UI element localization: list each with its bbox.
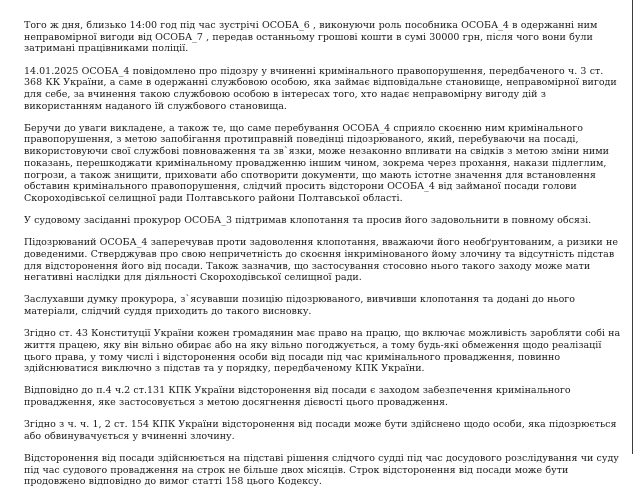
paragraph: Того ж дня, близько 14:00 год під час зустрічі ОСОБА_6 , виконуючи роль пособника ОСОБА_4 в одержанні ним неправомірної вигоди від ОСОБА_7 , передав останньому грошові кошти в сумі 30000 грн, після чого вони були затримані працівниками поліції. (24, 20, 598, 55)
document-text-area (24, 20, 621, 498)
page-right-border (632, 0, 633, 454)
paragraph: Беручи до уваги викладене, а також те, що саме перебування ОСОБА_4 сприяло скоєнню ним кримінального правопорушення, з метою запобігання протиправній поведінці підозрюваного, який, перебуваючи на посаді, використовуючи свої службові повноваження та зв`язки, може незаконно впливати на свідків з метою зміни ними показань, перешкоджати кримінальному провадженню іншим чином, зокрема через прохання, накази підлеглим, погрози, а також знищити, приховати або спотворити документи, що мають істотне значення для встановлення обставин кримінального правопорушення, слідчий просить відсторони ОСОБА_4 від займаної посади голови Скороходівської селищної ради Полтавського райони Полтавської області. (24, 122, 609, 204)
paragraph: Відповідно до п.4 ч.2 ст.131 КПК України відсторонення від посади є заходом забезпечення кримінального провадження, яке застосовується з метою досягнення дієвості цього провадження. (24, 385, 571, 409)
paragraph: Заслухавши думку прокурора, з`ясувавши позицію підозрюваного, вивчивши клопотання та додані до нього матеріали, слідчий суддя приходить до такого висновку. (24, 294, 575, 318)
paragraph: Відсторонення від посади здійснюється на підставі рішення слідчого судді під час досудового розслідування чи суду під час судового провадження на строк не більше двох місяців. Строк відсторонення від посади може бути продовжено відповідно до вимог статті 158 цього Кодексу. (24, 452, 619, 488)
paragraph: Підозрюваний ОСОБА_4 заперечував проти задоволення клопотання, вважаючи його необґрунтованим, а ризики не доведеними. Стверджував про свою непричетність до скоєння інкримінованого йому злочину та відсутність підстав для відсторонення його від посади. Також зазначив, що застосування стосовно нього такого заходу може мати негативні наслідки для діяльності Скороходівської селищної ради. (24, 237, 618, 284)
paragraph: Згідно ст. 43 Конституції України кожен громадянин має право на працю, що включає можливість заробляти собі на життя працею, яку він вільно обирає або на яку вільно погоджується, а тому будь-які обмеження щодо реалізації цього права, у тому числі і відсторонення особи від посади під час кримінального провадження, повинно здійснюватися виключно з підстав та у порядку, передбаченому КПК України. (24, 328, 621, 375)
paragraph: У судовому засіданні прокурор ОСОБА_3 підтримав клопотання та просив його задовольнити в повному обсязі. (24, 215, 592, 227)
paragraph: Згідно з ч. ч. 1, 2 ст. 154 КПК України відсторонення від посади може бути здійснено щодо особи, яка підозрюється або обвинувачується у вчиненні злочину. (24, 419, 617, 442)
paragraph: 14.01.2025 ОСОБА_4 повідомлено про підозру у вчиненні кримінального правопорушення, передбаченого ч. 3 ст. 368 КК України, а саме в одержанні службовою особою, яка займає відповідальне становище, неправомірної вигоди для себе, за вчинення такою службовою особою в інтересах того, хто надає неправомірну вигоду дій з використанням наданого їй службового становища. (24, 65, 617, 112)
